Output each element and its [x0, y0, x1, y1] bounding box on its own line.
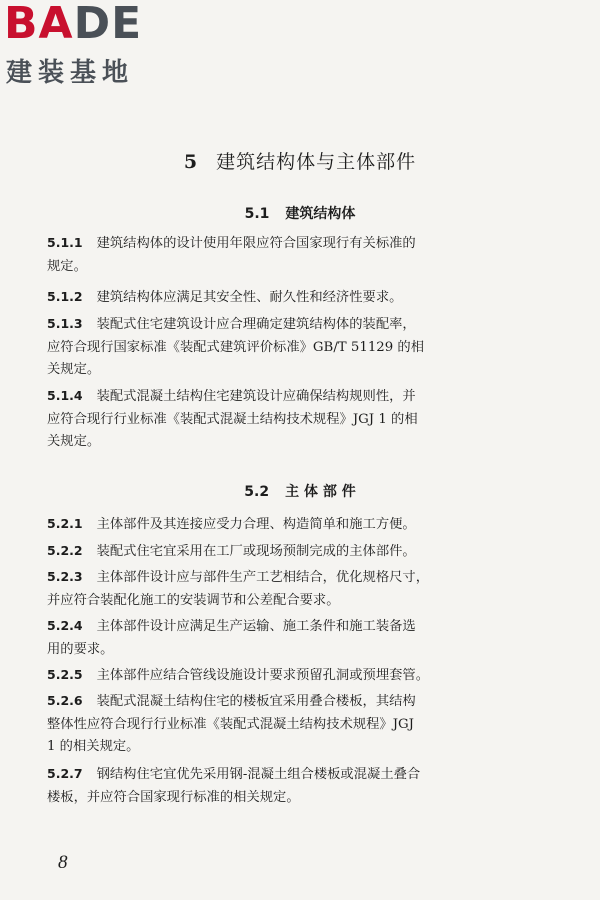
clause-line	[47, 513, 532, 537]
clause-line: 应符合现行国家标准《装配式建筑评价标准》GB/T 51129 的相	[47, 339, 425, 355]
clause-text: 主体部件设计应满足生产运输、施工条件和施工装备选	[96, 619, 416, 634]
clause-line: 1 的相关规定。	[47, 739, 140, 754]
clause-number: 5.2.3	[47, 569, 83, 584]
clause-line: 用的要求。	[47, 641, 114, 657]
clause-line: 应符合现行行业标准《装配式混凝土结构技术规程》JGJ 1 的相	[47, 411, 418, 427]
clause	[47, 664, 532, 688]
clause	[47, 566, 532, 612]
clause-text: 装配式混凝土结构住宅建筑设计应确保结构规则性，并	[96, 389, 416, 404]
clause-line	[47, 615, 532, 639]
clause-text: 装配式混凝土结构住宅的楼板宜采用叠合楼板，其结构	[96, 694, 416, 709]
page-number: 8	[58, 852, 68, 873]
clause	[47, 313, 532, 382]
clause-text: 装配式住宅建筑设计应合理确定建筑结构体的装配率，	[96, 317, 416, 332]
clause-text: 建筑结构体应满足其安全性、耐久性和经济性要求。	[96, 290, 403, 305]
clause-text: 钢结构住宅宜优先采用钢-混凝土组合楼板或混凝土叠合	[96, 767, 421, 782]
clause-text: 主体部件应结合管线设施设计要求预留孔洞或预埋套管。	[96, 668, 430, 683]
clause-line: 关规定。	[47, 434, 101, 449]
clause	[47, 690, 532, 759]
clause-line	[47, 763, 532, 787]
clause-number: 5.2.5	[47, 667, 83, 682]
clause-number: 5.2.4	[47, 618, 83, 633]
section-title-text: 主 体 部 件	[285, 484, 356, 500]
chapter-title	[0, 147, 600, 174]
clause	[47, 615, 532, 661]
clause-number: 5.2.2	[47, 543, 83, 558]
clause-number: 5.2.7	[47, 766, 83, 781]
logo-letters-de: DE	[73, 0, 143, 49]
clause-line	[47, 232, 532, 256]
clause-line	[47, 540, 532, 564]
logo-subtitle: 建装基地	[6, 58, 135, 88]
section-title	[0, 481, 600, 501]
chapter-number: 5	[183, 151, 199, 173]
clause-number: 5.2.6	[47, 693, 83, 708]
clause	[47, 763, 532, 809]
clause	[47, 540, 532, 564]
section-number: 5.2	[244, 484, 270, 500]
clause-number: 5.1.2	[47, 289, 83, 304]
section-title	[0, 203, 600, 223]
clause	[47, 513, 532, 537]
section-title-text: 建筑结构体	[285, 206, 356, 222]
clause-line	[47, 690, 532, 714]
logo-wordmark	[4, 0, 142, 49]
clause	[47, 232, 532, 278]
clause-line	[47, 385, 532, 409]
clause-line	[47, 286, 532, 310]
clause-text: 装配式住宅宜采用在工厂或现场预制完成的主体部件。	[96, 544, 416, 559]
clause-line: 并应符合装配化施工的安装调节和公差配合要求。	[47, 592, 340, 608]
clause-text: 主体部件及其连接应受力合理、构造简单和施工方便。	[96, 517, 416, 532]
chapter-title-text: 建筑结构体与主体部件	[216, 151, 417, 173]
clause-text: 主体部件设计应与部件生产工艺相结合，优化规格尺寸，	[96, 570, 430, 585]
clause-number: 5.2.1	[47, 516, 83, 531]
clause-line: 整体性应符合现行行业标准《装配式混凝土结构技术规程》JGJ	[47, 716, 415, 732]
logo-letter-b: B	[4, 0, 39, 49]
clause-number: 5.1.3	[47, 316, 83, 331]
logo-letter-a: A	[38, 0, 74, 49]
clause-text: 建筑结构体的设计使用年限应符合国家现行有关标准的	[96, 236, 416, 251]
clause	[47, 385, 532, 454]
section-number: 5.1	[244, 206, 270, 222]
clause-line	[47, 566, 532, 590]
clause-line	[47, 313, 532, 337]
clause-line: 楼板，并应符合国家现行标准的相关规定。	[47, 789, 300, 805]
clause-line: 关规定。	[47, 362, 101, 377]
clause-number: 5.1.4	[47, 388, 83, 403]
clause-line	[47, 664, 532, 688]
clause-line: 规定。	[47, 258, 87, 274]
clause-number: 5.1.1	[47, 235, 83, 250]
bade-logo	[4, 0, 179, 88]
clause	[47, 286, 532, 310]
